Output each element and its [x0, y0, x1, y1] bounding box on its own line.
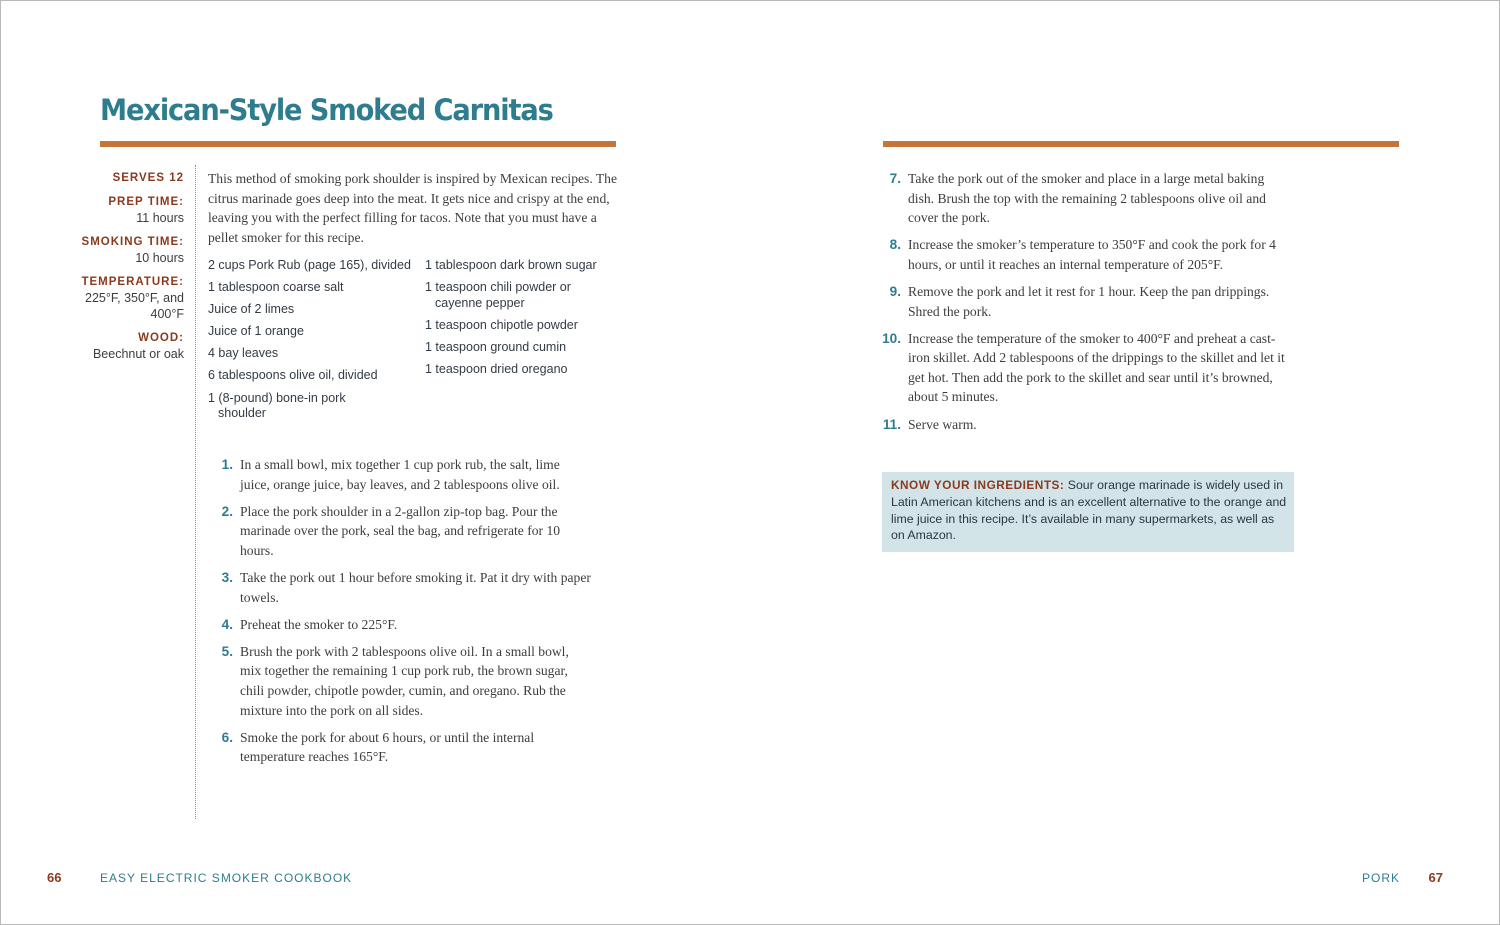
- tip-text: Sour orange marinade is widely used in Latin American kitchens and is an excellent alternative to the orange and lime juice in this recipe. It’s available in many supermarkets, as well as on Amazon.: [891, 478, 1287, 543]
- ingredients-column-2: [425, 258, 625, 384]
- step-text: In a small bowl, mix together 1 cup pork rub, the salt, lime juice, orange juice, bay leaves, and 2 tablespoons olive oil.: [240, 457, 560, 492]
- right-running-title: PORK: [1361, 871, 1400, 885]
- step-text: Take the pork out of the smoker and place in a large metal baking dish. Brush the top with the remaining 2 tablespoons olive oil and cover the pork.: [908, 171, 1266, 226]
- meta-value: 11 hours: [136, 211, 184, 225]
- meta-value: 225°F, 350°F, and 400°F: [85, 291, 184, 321]
- step: [880, 329, 1292, 407]
- meta-temperature: [64, 274, 184, 322]
- step: [212, 502, 592, 561]
- step-text: Increase the temperature of the smoker to 400°F and preheat a cast-iron skillet. Add 2 tablespoons of the drippings to the skillet and let it get hot. Then add the pork to the skillet and sear until it’s browned, about 5 minutes.: [908, 330, 1285, 405]
- ingredient-item: 1 teaspoon chili powder or cayenne pepper: [425, 280, 571, 310]
- ingredient-item: Juice of 1 orange: [208, 324, 304, 339]
- step-text: Smoke the pork for about 6 hours, or until the internal temperature reaches 165°F.: [240, 729, 535, 765]
- step-number: 6.: [221, 729, 233, 745]
- step-text: Place the pork shoulder in a 2-gallon zip-top bag. Pour the marinade over the pork, seal the bag, and refrigerate for 10 hours.: [240, 503, 561, 558]
- meta-label: PREP TIME:: [108, 196, 184, 208]
- step-number: 8.: [889, 237, 901, 253]
- steps-right: [880, 169, 1292, 442]
- ingredients-column-1: [208, 258, 418, 428]
- step: [880, 282, 1292, 321]
- step: [880, 235, 1292, 274]
- step-number: 9.: [889, 283, 901, 299]
- step-number: 5.: [221, 643, 233, 659]
- recipe-title: Mexican-Style Smoked Carnitas: [100, 93, 553, 127]
- ingredient-item: 1 teaspoon ground cumin: [425, 339, 567, 354]
- ingredient-item: 1 tablespoon dark brown sugar: [425, 258, 597, 272]
- recipe-meta: [64, 170, 184, 370]
- meta-label: SERVES 12: [112, 172, 184, 184]
- ingredient-item: 4 bay leaves: [208, 346, 279, 361]
- step-text: Brush the pork with 2 tablespoons olive oil. In a small bowl, mix together the remaining 1 cup pork rub, the brown sugar, chili powder, chipotle powder, cumin, and oregano. Rub the mixture into the pork on all sides.: [240, 643, 569, 718]
- step-text: Increase the smoker’s temperature to 350°F and cook the pork for 4 hours, or until it reaches an internal temperature of 205°F.: [908, 237, 1276, 272]
- ingredient-item: 6 tablespoons olive oil, divided: [208, 368, 378, 383]
- step-number: 1.: [221, 457, 233, 472]
- meta-wood: [64, 330, 184, 362]
- step-number: 10.: [882, 330, 901, 346]
- left-title-rule: [100, 141, 616, 147]
- meta-value: Beechnut or oak: [92, 347, 184, 361]
- step-text: Preheat the smoker to 225°F.: [240, 616, 398, 632]
- step-text: Remove the pork and let it rest for 1 hour. Keep the pan drippings. Shred the pork.: [908, 283, 1270, 319]
- step-number: 7.: [889, 171, 901, 186]
- step: [212, 568, 592, 607]
- step-text: Serve warm.: [908, 416, 977, 432]
- step-text: Take the pork out 1 hour before smoking it. Pat it dry with paper towels.: [240, 569, 591, 605]
- step: [212, 615, 592, 635]
- step: [212, 455, 592, 494]
- meta-serves: [64, 170, 184, 186]
- tip-label: KNOW YOUR INGREDIENTS:: [891, 478, 1065, 492]
- right-page-number: 67: [1428, 870, 1443, 885]
- step: [880, 169, 1292, 228]
- right-title-rule: [883, 141, 1399, 147]
- tip-box: [882, 472, 1294, 552]
- ingredient-item: 1 teaspoon chipotle powder: [425, 317, 578, 332]
- ingredient-item: 2 cups Pork Rub (page 165), divided: [208, 258, 411, 272]
- meta-divider: [195, 165, 196, 819]
- ingredient-item: 1 teaspoon dried oregano: [425, 361, 568, 376]
- step-number: 11.: [882, 416, 901, 432]
- ingredient-item: 1 (8-pound) bone-in pork shoulder: [208, 390, 346, 421]
- meta-smoking-time: [64, 234, 184, 266]
- meta-label: TEMPERATURE:: [81, 276, 184, 288]
- step: [212, 642, 592, 720]
- step-number: 2.: [221, 503, 233, 519]
- step-number: 3.: [221, 569, 233, 585]
- step: [880, 415, 1292, 435]
- left-page-number: 66: [47, 870, 62, 885]
- meta-label: WOOD:: [138, 332, 184, 344]
- recipe-intro: This method of smoking pork shoulder is inspired by Mexican recipes. The citrus marinade goes deep into the meat. It gets nice and crispy at the end, leaving you with the perfect filling for tacos. Note that you must have a pellet smoker for this recipe.: [208, 171, 618, 245]
- step: [212, 728, 592, 767]
- meta-value: 10 hours: [135, 251, 184, 265]
- step-number: 4.: [221, 616, 233, 632]
- meta-prep-time: [64, 194, 184, 226]
- left-running-title: EASY ELECTRIC SMOKER COOKBOOK: [100, 871, 353, 885]
- steps-left: [212, 455, 592, 774]
- meta-label: SMOKING TIME:: [81, 236, 184, 248]
- ingredient-item: 1 tablespoon coarse salt: [208, 280, 344, 295]
- ingredient-item: Juice of 2 limes: [208, 302, 295, 317]
